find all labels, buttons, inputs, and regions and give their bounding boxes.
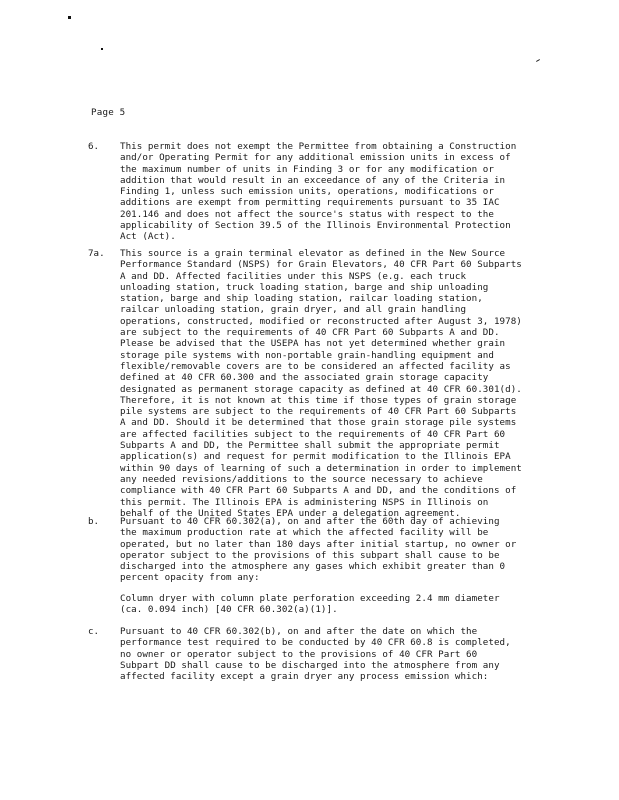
text-line: and/or Operating Permit for any additional emission units in excess of [120, 152, 511, 164]
text-line: railcar unloading station, grain dryer, and all grain handling [120, 304, 467, 316]
text-line: Please be advised that the USEPA has not yet determined whether grain [120, 338, 506, 350]
text-line: within 90 days of learning of such a determination in order to implement [120, 462, 522, 474]
text-line: Performance Standard (NSPS) for Grain Elevators, 40 CFR Part 60 Subparts [120, 259, 522, 271]
text-line: defined at 40 CFR 60.300 and the associated grain storage capacity [120, 372, 489, 384]
text-line: addition that would result in an exceedance of any of the Criteria in [120, 174, 506, 186]
text-line: operator subject to the provisions of this subpart shall cause to be [120, 549, 500, 561]
text-line: Subparts A and DD, the Permittee shall submit the appropriate permit [120, 440, 500, 452]
section-7b-subitem [120, 593, 520, 616]
section-text [120, 141, 524, 243]
text-line: operations, constructed, modified or reconstructed after August 3, 1978) [120, 315, 522, 327]
text-line: unloading station, truck loading station, barge and ship unloading [120, 281, 489, 293]
text-line: Subpart DD shall cause to be discharged into the atmosphere from any [120, 659, 500, 671]
text-line: A and DD. Should it be determined that those grain storage pile systems [120, 417, 517, 429]
text-line: A and DD. Affected facilities under this NSPS (e.g. each truck [120, 270, 467, 282]
text-line: are affected facilities subject to the requirements of 40 CFR Part 60 [120, 428, 506, 440]
text-line: additions are exempt from permitting requirements pursuant to 35 IAC [120, 197, 500, 209]
text-line: (ca. 0.094 inch) [40 CFR 60.302(a)(1)]. [120, 604, 338, 616]
text-line: Pursuant to 40 CFR 60.302(a), on and after the 60th day of achieving [120, 516, 500, 527]
text-line: no owner or operator subject to the provisions of 40 CFR Part 60 [120, 648, 478, 660]
text-line: designated as permanent storage capacity as defined at 40 CFR 60.301(d). [120, 383, 522, 395]
section-number: 7a. [88, 248, 105, 259]
scan-speck [536, 59, 540, 62]
text-line: flexible/removable covers are to be considered an affected facility as [120, 360, 511, 372]
section-text [120, 248, 524, 519]
section-number: c. [88, 626, 100, 637]
text-line: the maximum production rate at which the affected facility will be [120, 527, 489, 539]
text-line: affected facility except a grain dryer any process emission which: [120, 671, 489, 683]
scan-speck [68, 16, 71, 19]
text-line: Therefore, it is not known at this time if those types of grain storage [120, 394, 517, 406]
page-number: Page 5 [91, 107, 126, 118]
text-line: Pursuant to 40 CFR 60.302(b), on and after the date on which the [120, 626, 478, 637]
text-line: This permit does not exempt the Permittee from obtaining a Construction [120, 141, 517, 152]
text-line: compliance with 40 CFR Part 60 Subparts A and DD, and the conditions of [120, 485, 517, 497]
text-line: operated, but no later than 180 days after initial startup, no owner or [120, 538, 517, 550]
text-line: behalf of the United States EPA under a delegation agreement. [120, 507, 461, 519]
text-line: percent opacity from any: [120, 572, 260, 584]
text-line: station, barge and ship loading station, railcar loading station, [120, 293, 483, 305]
section-text [120, 516, 524, 584]
text-line: Column dryer with column plate perforation exceeding 2.4 mm diameter [120, 593, 500, 604]
text-line: storage pile systems with non-portable grain-handling equipment and [120, 349, 494, 361]
scan-speck [101, 48, 103, 50]
text-line: 201.146 and does not affect the source's status with respect to the [120, 208, 494, 220]
text-line: performance test required to be conducted by 40 CFR 60.8 is completed, [120, 637, 511, 649]
text-line: discharged into the atmosphere any gases which exhibit greater than 0 [120, 561, 506, 573]
text-line: Act (Act). [120, 231, 176, 243]
text-line: the maximum number of units in Finding 3 or for any modification or [120, 163, 494, 175]
text-line: This source is a grain terminal elevator as defined in the New Source [120, 248, 506, 259]
section-text [120, 626, 524, 682]
section-number: b. [88, 516, 100, 527]
text-line: applicability of Section 39.5 of the Illinois Environmental Protection [120, 220, 511, 232]
text-line: Finding 1, unless such emission units, operations, modifications or [120, 186, 494, 198]
section-number: 6. [88, 141, 100, 152]
text-line: pile systems are subject to the requirements of 40 CFR Part 60 Subparts [120, 406, 517, 418]
text-line: are subject to the requirements of 40 CFR Part 60 Subparts A and DD. [120, 327, 500, 339]
text-line: this permit. The Illinois EPA is administering NSPS in Illinois on [120, 496, 489, 508]
text-line: any needed revisions/additions to the source necessary to achieve [120, 473, 483, 485]
text-line: application(s) and request for permit modification to the Illinois EPA [120, 451, 511, 463]
